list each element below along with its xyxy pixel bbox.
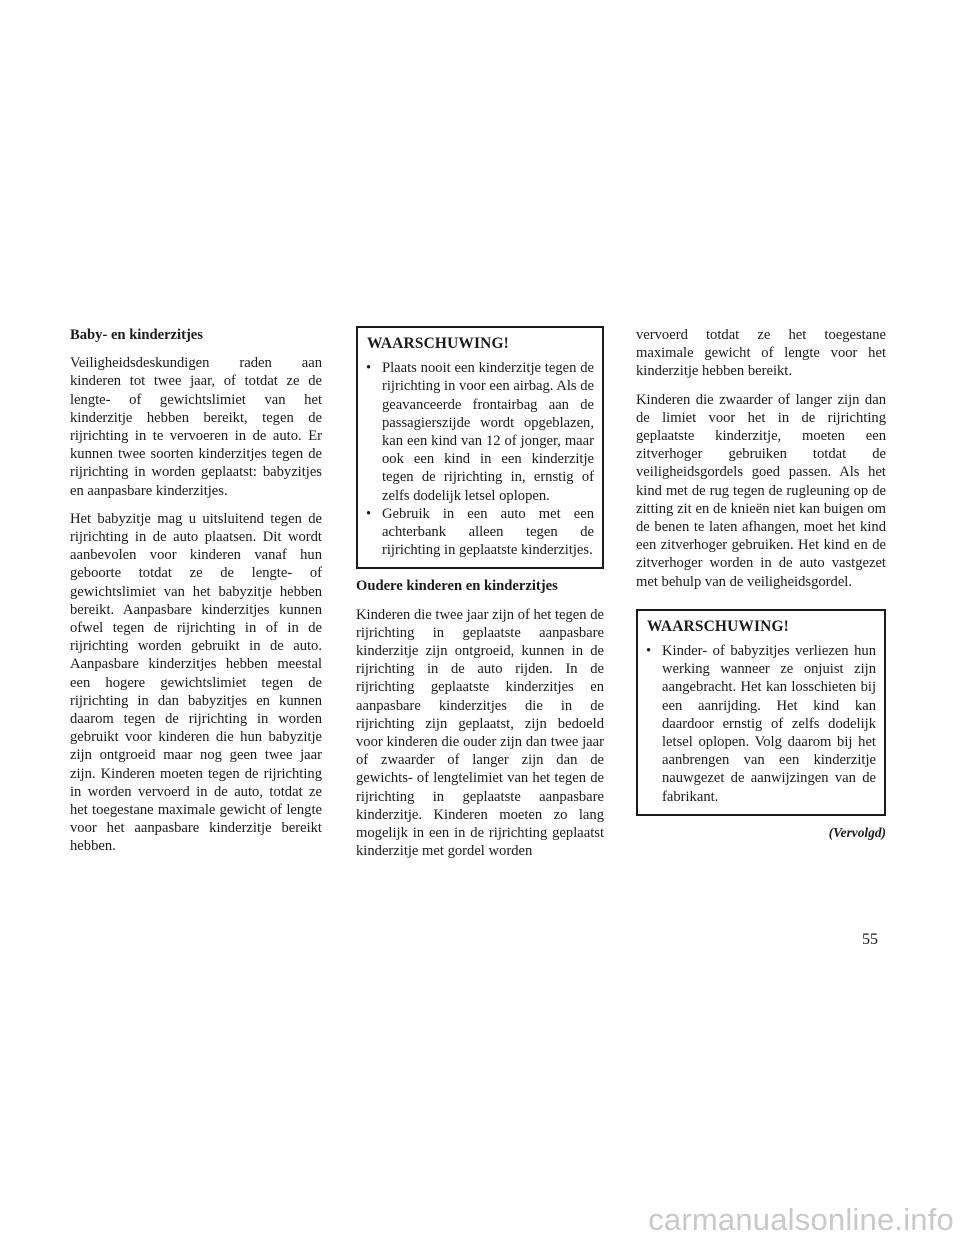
body-paragraph: Veiligheidsdeskundigen raden aan kinderen tot twee jaar, of totdat ze de lengte- of gewichtslimiet van het kinderzitje hebben bereikt, tegen de rijrichting in te vervoeren in de auto. Er kunnen twee soorten kinderzitjes tegen de rijrichting in worden geplaatst: babyzitjes en aanpasbare kinderzitjes. — [70, 355, 322, 499]
watermark-logo: carmanualsonline.info — [648, 1202, 954, 1237]
warning-bullet-item — [366, 359, 594, 505]
warning-list — [646, 642, 876, 806]
warning-bullet-text: Kinder- of babyzitjes verliezen hun werking wanneer ze onjuist zijn aangebracht. Het kan losschieten bij een aanrijding. Het kind kan daardoor ernstig of zelfs dodelijk letsel oplopen. Volg daarom bij het aanbrengen van een kinderzitje nauwgezet de aanwijzingen van de fabrikant. — [662, 643, 876, 805]
body-paragraph: Kinderen die twee jaar zijn of het tegen de rijrichting in geplaatste aanpasbare kinderzitje zijn ontgroeid, kunnen in de rijrichting in de auto rijden. In de rijrichting geplaatste kinderzitjes en aanpasbare kinderzitjes die in de rijrichting zijn geplaatst, zijn bedoeld voor kinderen die ouder zijn dan twee jaar of zwaarder of langer zijn dan de gewichts- of lengtelimiet van het tegen de rijrichting in geplaatste aanpasbare kinderzitje. Kinderen moeten zo lang mogelijk in een in de rijrichting geplaatst kinderzitje met gordel worden — [356, 606, 604, 860]
warning-title: WAARSCHUWING! — [647, 617, 789, 635]
body-paragraph: Kinderen die zwaarder of langer zijn dan de limiet voor het in de rijrichting geplaatste kinderzitje, moeten een zitverhoger gebruiken totdat de veiligheidsgordels goed passen. Als het kind met de rug tegen de rugleuning op de zitting zit en de knieën niet kan buigen om de benen te laten afhangen, moet het kind een zitverhoger gebruiken. Het kind en de zitverhoger worden in de auto vastgezet met behulp van de veiligheidsgordel. — [636, 391, 886, 590]
section-heading-baby-seats: Baby- en kinderzitjes — [70, 327, 203, 343]
warning-title: WAARSCHUWING! — [367, 335, 509, 352]
page-number: 55 — [862, 931, 878, 948]
column-1 — [70, 326, 322, 866]
continued-note: (Vervolgd) — [828, 824, 886, 840]
body-paragraph: vervoerd totdat ze het toegestane maximale gewicht of lengte voor het kinderzitje hebben bereikt. — [636, 327, 886, 380]
warning-bullet-item — [646, 642, 876, 806]
body-paragraph: Het babyzitje mag u uitsluitend tegen de rijrichting in de auto plaatsen. Dit wordt aanbevolen voor kinderen vanaf hun geboorte totdat ze de lengte- of gewichtslimiet van het babyzitje hebben bereikt. Aanpasbare kinderzitjes kunnen ofwel tegen de rijrichting in of in de rijrichting worden gebruikt in de auto. Aanpasbare kinderzitjes hebben meestal een hogere gewichtslimiet tegen de rijrichting in dan babyzitjes en kunnen daarom tegen de rijrichting in worden gebruikt voor kinderen die hun babyzitje zijn ontgroeid maar nog geen twee jaar zijn. Kinderen moeten tegen de rijrichting in worden vervoerd in de auto, totdat ze het toegestane maximale gewicht of lengte voor het aanpasbare kinderzitje bereikt hebben. — [70, 510, 322, 855]
column-3 — [636, 326, 886, 852]
warning-bullet-text: Plaats nooit een kinderzitje tegen de rijrichting in voor een airbag. Als de geavanceerde frontairbag aan de passagierszijde wordt opgeblazen, kan een kind van 12 of jonger, maar ook een kind in een kinderzitje tegen de rijrichting in, ernstig of zelfs dodelijk letsel oplopen. — [382, 360, 594, 504]
bullet-icon: • — [646, 643, 652, 660]
section-heading-older-children: Oudere kinderen en kinderzitjes — [356, 578, 558, 595]
bullet-icon: • — [366, 360, 372, 377]
warning-box — [636, 609, 886, 816]
bullet-icon: • — [366, 505, 372, 522]
warning-list — [366, 359, 594, 559]
column-2 — [356, 326, 604, 870]
warning-bullet-text: Gebruik in een auto met een achterbank alleen tegen de rijrichting in geplaatste kinderzitjes. — [382, 505, 594, 559]
warning-bullet-item — [366, 505, 594, 560]
warning-box — [356, 326, 604, 569]
